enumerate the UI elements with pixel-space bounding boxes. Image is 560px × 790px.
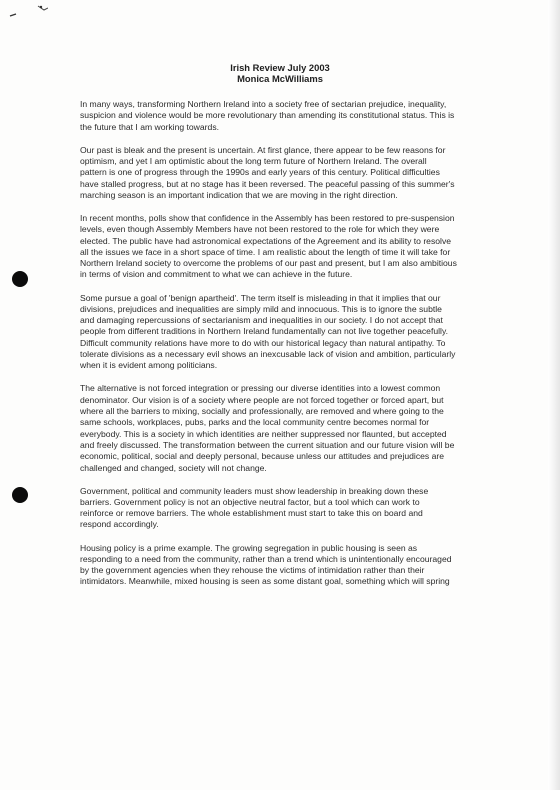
paragraph-4 <box>80 293 500 372</box>
document-body <box>80 99 500 600</box>
text-line: have stalled progress, but at no stage has it been reversed. The peaceful passing of this summer's <box>80 178 455 189</box>
text-line: respond accordingly. <box>80 519 159 530</box>
text-line: suspicion and violence would be more revolutionary than amending its constitutional status. This is <box>80 110 455 121</box>
text-line: by the government agencies when they rehouse the victims of intimidation rather than their <box>80 565 425 576</box>
text-line: In recent months, polls show that confidence in the Assembly has been restored to pre-suspension <box>80 212 455 223</box>
text-line: Housing policy is a prime example. The growing segregation in public housing is seen as <box>80 542 418 553</box>
text-line: intimidators. Meanwhile, mixed housing is seen as some distant goal, something which will spring <box>80 576 450 587</box>
paragraph-3 <box>80 213 500 281</box>
punch-hole-lower <box>12 487 28 503</box>
paragraph-6 <box>80 486 500 531</box>
text-line: people from different traditions in Northern Ireland fundamentally can not live together peacefully. <box>80 326 448 337</box>
text-line: economic, political, social and deeply personal, because unless our attitudes and prejudices are <box>80 451 445 462</box>
punch-hole-upper <box>12 271 28 287</box>
text-line: Our past is bleak and the present is uncertain. At first glance, there appear to be few reasons for <box>80 144 446 155</box>
text-line: the future that I am working towards. <box>80 121 219 132</box>
text-line: and damaging repercussions of sectarianism and inequalities in our society. I do not accept that <box>80 315 443 326</box>
text-line: responding to a need from the community, rather than a trend which is unintentionally encouraged <box>80 553 452 564</box>
scan-artifact-mark <box>8 4 48 24</box>
text-line: and freely discussed. The transformation between the current situation and our future vision will be <box>80 439 455 450</box>
text-line: Difficult community relations have more to do with our historical legacy than natural antipathy. To <box>80 337 446 348</box>
text-line: Government, political and community leaders must show leadership in breaking down these <box>80 485 429 496</box>
text-line: levels, even though Assembly Members have not been restored to the role for which they were <box>80 224 440 235</box>
author-name: Monica McWilliams <box>237 73 323 84</box>
text-line: optimism, and yet I am optimistic about the long term future of Northern Ireland. The overall <box>80 155 427 166</box>
text-line: elected. The public have had astronomical expectations of the Agreement and its ability to resolve <box>80 235 452 246</box>
text-line: where all the barriers to mixing, socially and professionally, are removed and where going to the <box>80 406 444 417</box>
text-line: reinforce or remove barriers. The whole establishment must start to take this on board and <box>80 508 423 519</box>
text-line: Some pursue a goal of 'benign apartheid'. The term itself is misleading in that it implies that our <box>80 292 441 303</box>
text-line: challenged and changed, society will not change. <box>80 462 267 473</box>
text-line: when it is evident among politicians. <box>80 360 218 371</box>
paragraph-5 <box>80 383 500 473</box>
text-line: In many ways, transforming Northern Ireland into a society free of sectarian prejudice, inequality, <box>80 99 447 109</box>
paragraph-1 <box>80 99 500 133</box>
text-line: all the issues we face in a short space of time. I am realistic about the length of time it will take for <box>80 246 451 257</box>
text-line: The alternative is not forced integration or pressing our diverse identities into a lowest common <box>80 383 441 394</box>
document-header <box>0 62 560 84</box>
text-line: divisions, prejudices and inequalities are simply mild and innocuous. This is to ignore the subtle <box>80 303 442 314</box>
text-line: marching season is an important indication that we are moving in the right direction. <box>80 189 398 200</box>
text-line: same schools, workplaces, pubs, parks and the local community centre becomes normal for <box>80 417 430 428</box>
text-line: Northern Ireland society to overcome the problems of our past and present, but I am also ambitious <box>80 258 457 269</box>
text-line: barriers. Government policy is not an objective neutral factor, but a tool which can work to <box>80 496 420 507</box>
text-line: everybody. This is a society in which identities are neither suppressed nor flaunted, but accepted <box>80 428 447 439</box>
paragraph-2 <box>80 145 500 201</box>
text-line: pattern is one of progress through the 1990s and early years of this century. Political difficulties <box>80 167 440 178</box>
text-line: denominator. Our vision is of a society where people are not forced together or forced apart, but <box>80 394 444 405</box>
text-line: in terms of vision and commitment to what we can achieve in the future. <box>80 269 353 280</box>
text-line: tolerate divisions as a necessary evil shows an inexcusable lack of vision and ambition, particularly <box>80 349 456 360</box>
publication-title: Irish Review July 2003 <box>230 62 330 73</box>
page-edge-shadow <box>548 0 560 790</box>
paragraph-7 <box>80 543 500 588</box>
